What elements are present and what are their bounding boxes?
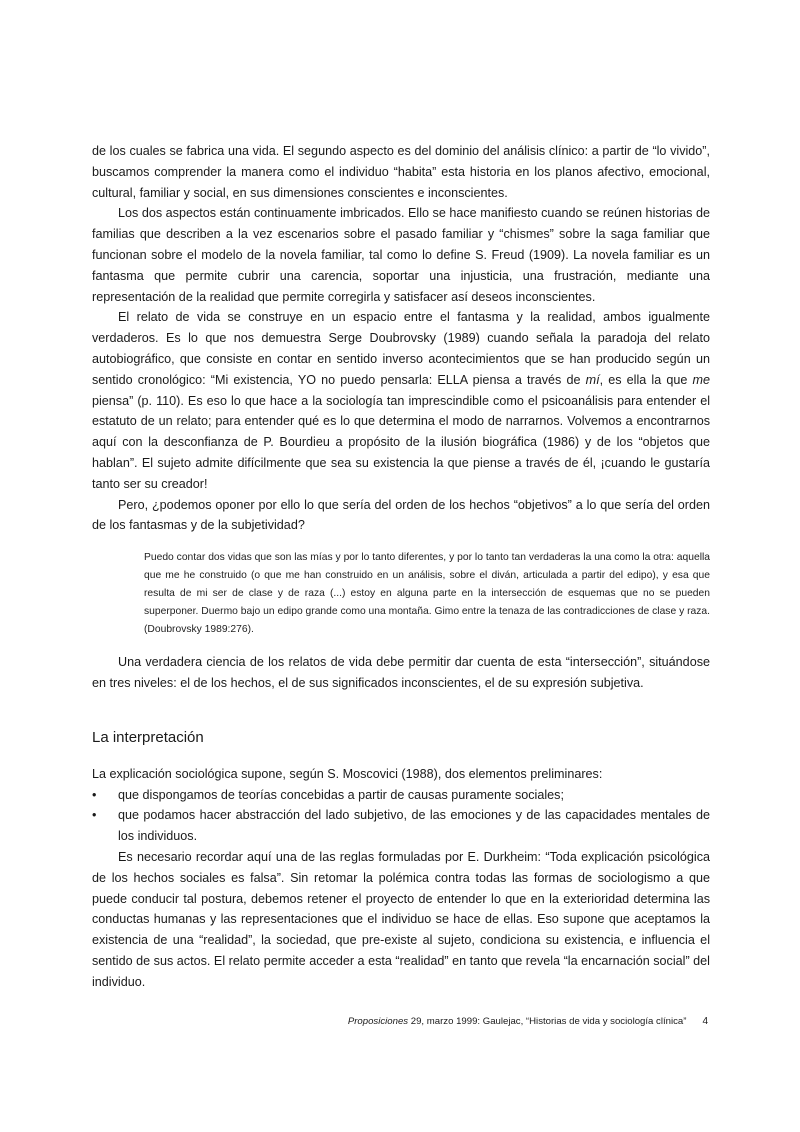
bullet-list — [92, 785, 710, 847]
list-item-text: que dispongamos de teorías concebidas a partir de causas puramente sociales; — [118, 787, 564, 802]
block-quote: Puedo contar dos vidas que son las mías y por lo tanto diferentes, y por lo tanto tan verdaderas la una como la otra: aquella que me he construido (o que me han construido en un análisis, sobre el diván, articulada a partir del edipo), y esa que resulta de mi ser de clase y de raza (...) estoy en alguna parte en la intersección de esquemas que no se pueden superponer. Duermo bajo un edipo grande como una montaña. Gimo entre la tenaza de las contradicciones de clase y raza. (Doubrovsky 1989:276). — [144, 552, 710, 636]
page-footer — [348, 1016, 708, 1027]
section-heading: La interpretación — [92, 728, 204, 746]
paragraph-continuation: de los cuales se fabrica una vida. El segundo aspecto es del dominio del análisis clínico: a partir de “lo vivido”, buscamos comprender la manera como el individuo “habita” esta historia en los planos afectivo, emocional, cultural, familiar y social, en sus dimensiones conscientes e inconscientes. — [92, 144, 710, 200]
footer-citation: 29, marzo 1999: Gaulejac, “Historias de vida y sociología clínica” — [408, 1016, 687, 1027]
paragraph-durkheim: Es necesario recordar aquí una de las reglas formuladas por E. Durkheim: “Toda explicación psicológica de los hechos sociales es falsa”. Sin retomar la polémica contra todas las formas de sociologismo a que puede conducir tal postura, debemos retener el proyecto de entender lo que en la exterioridad determina las conductas humanas y las representaciones que el individuo se hace de ellas. Eso supone que aceptamos la existencia de una “realidad”, la sociedad, que pre-existe al sujeto, condiciona su existencia, e influencia el sentido de sus actos. El relato permite acceder a esta “realidad” en tanto que revela “la encarnación social” del individuo. — [92, 849, 710, 989]
paragraph-explicacion: La explicación sociológica supone, según S. Moscovici (1988), dos elementos preliminares: — [92, 766, 603, 781]
list-item — [92, 805, 710, 847]
paragraph-ciencia: Una verdadera ciencia de los relatos de vida debe permitir dar cuenta de esta “intersección”, situándose en tres niveles: el de los hechos, el de sus significados inconscientes, el de su expresión subjetiva. — [92, 655, 710, 690]
paragraph-imbricados: Los dos aspectos están continuamente imbricados. Ello se hace manifiesto cuando se reúnen historias de familias que describen a la vez escenarios sobre el pasado familiar y “chismes” sobre la saga familiar que funcionan sobre el modelo de la novela familiar, tal como lo define S. Freud (1909). La novela familiar es un fantasma que permite cubrir una carencia, soportar una injusticia, una frustración, mediante una representación de la realidad que permite corregirla y satisfacer así deseos inconscientes. — [92, 206, 710, 304]
paragraph-relato-de-vida — [92, 307, 710, 494]
list-item-text: que podamos hacer abstracción del lado subjetivo, de las emociones y de las capacidades mentales de los individuos. — [118, 808, 710, 844]
relato-italic-me: me — [692, 372, 710, 387]
paragraph-question: Pero, ¿podemos oponer por ello lo que sería del orden de los hechos “objetivos” a lo que sería del orden de los fantasmas y de la subjetividad? — [92, 497, 710, 533]
body-text — [92, 141, 710, 993]
page-number: 4 — [702, 1016, 708, 1027]
relato-text-1: El relato de vida se construye en un espacio entre el fantasma y la realidad, ambos igualmente verdaderos. Es lo que nos demuestra Serge Doubrovsky (1989) cuando señala la paradoja del relato autobiográfico, que consiste en contar en sentido inverso acontecimientos que se han producido según un sentido cronológico: “Mi existencia, YO no puedo pensarla: ELLA piensa a través de — [92, 310, 710, 387]
relato-italic-mi: mí — [585, 372, 600, 387]
relato-text-2: , es ella la que — [599, 372, 693, 387]
relato-text-3: piensa” (p. 110). Es eso lo que hace a la sociología tan imprescindible como el psicoanálisis para entender el estatuto de un relato; para entender qué es lo que determina el modo de narrarnos. Volvemos a encontrarnos aquí con la desconfianza de P. Bourdieu a propósito de la ilusión biográfica (1986) y de los “objetos que hablan”. El sujeto admite difícilmente que sea su existencia la que piense a través de él, ¡cuando le gustaría tanto ser su creador! — [92, 393, 710, 491]
footer-journal: Proposiciones — [347, 1016, 409, 1027]
list-item — [92, 785, 710, 806]
bullet-icon: • — [92, 787, 97, 802]
bullet-icon: • — [92, 808, 97, 823]
